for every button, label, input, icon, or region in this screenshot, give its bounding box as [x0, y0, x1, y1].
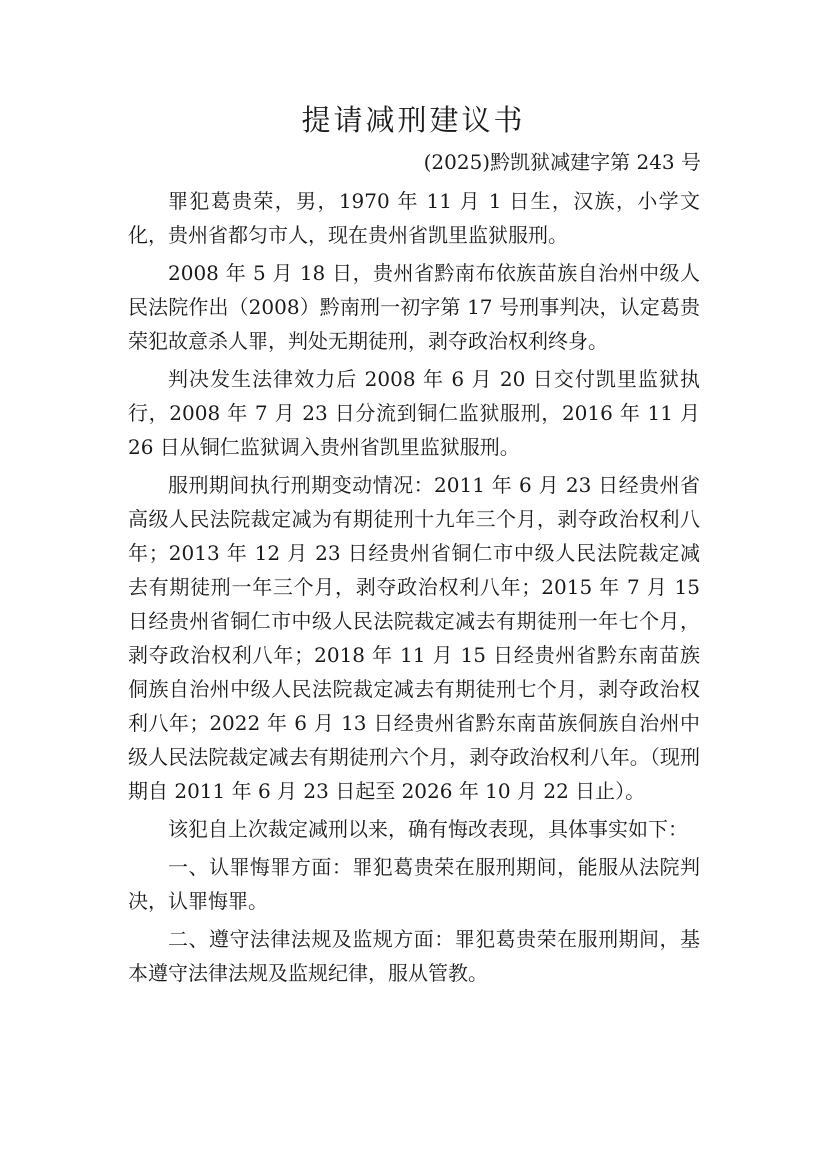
- paragraph-rule-compliance: 二、遵守法律法规及监规方面：罪犯葛贵荣在服刑期间，基本遵守法律法规及监规纪律，服从管教。: [128, 927, 700, 985]
- paragraph-plea-remorse: 一、认罪悔罪方面：罪犯葛贵荣在服刑期间，能服从法院判决，认罪悔罪。: [128, 855, 700, 913]
- paragraph-repentance-intro: 该犯自上次裁定减刑以来，确有悔改表现，具体事实如下：: [168, 817, 688, 841]
- paragraph-original-judgment: 2008 年 5 月 18 日，贵州省黔南布依族苗族自治州中级人民法院作出（2008）黔南刑一初字第 17 号刑事判决，认定葛贵荣犯故意杀人罪，判处无期徒刑，剥夺政治权利终身。: [128, 261, 700, 353]
- paragraph-criminal-info: 罪犯葛贵荣，男，1970 年 11 月 1 日生，汉族，小学文化，贵州省都匀市人，现在贵州省凯里监狱服刑。: [128, 189, 700, 247]
- document-number: (2025)黔凯狱减建字第 243 号: [423, 150, 701, 174]
- document-title: 提请减刑建议书: [301, 103, 526, 137]
- document-body: [128, 184, 700, 994]
- paragraph-execution-transfer: 判决发生法律效力后 2008 年 6 月 20 日交付凯里监狱执行，2008 年 7 月 23 日分流到铜仁监狱服刑，2016 年 11 月 26 日从铜仁监狱调入贵州省凯里监狱服刑。: [128, 367, 700, 459]
- paragraph-sentence-changes: 服刑期间执行刑期变动情况：2011 年 6 月 23 日经贵州省高级人民法院裁定减为有期徒刑十九年三个月，剥夺政治权利八年；2013 年 12 月 23 日经贵州省铜仁市中级人民法院裁定减去有期徒刑一年三个月，剥夺政治权利八年；2015 年 7 月 15 日经贵州省铜仁市中级人民法院裁定减去有期徒刑一年七个月，剥夺政治权利八年；2018 年 11 月 15 日经贵州省黔东南苗族侗族自治州中级人民法院裁定减去有期徒刑七个月，剥夺政治权利八年；2022 年 6 月 13 日经贵州省黔东南苗族侗族自治州中级人民法院裁定减去有期徒刑六个月，剥夺政治权利八年。（现刑期自 2011 年 6 月 23 日起至 2026 年 10 月 22 日止）。: [128, 473, 700, 803]
